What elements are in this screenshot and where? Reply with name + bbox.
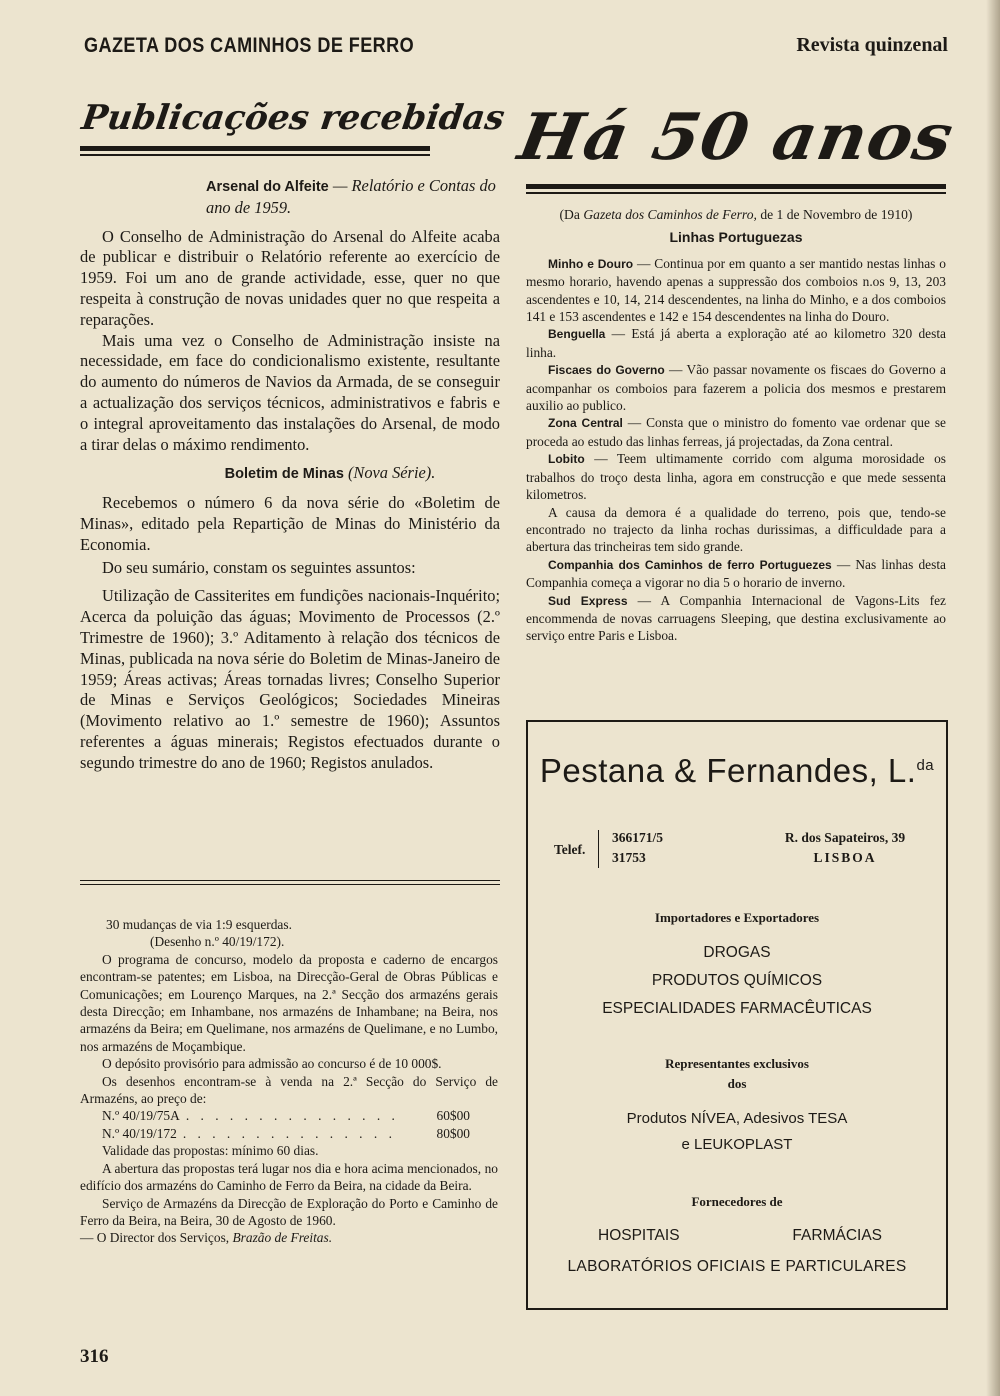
address-block (770, 830, 920, 866)
item1-title: Arsenal do Alfeite (206, 179, 329, 195)
item2-subtitle: (Nova Série). (347, 463, 436, 483)
ad-supply-heading: Fornecedores de (691, 1194, 783, 1209)
source-suffix: de 1 de Novembro de 1910) (760, 207, 913, 222)
tel-number: 31753 (612, 850, 646, 865)
company-name-text: Pestana & Fernandes, L. (539, 752, 917, 789)
notice-paragraph: Os desenhos encontram-se à venda na 2.ª Secção do Serviço de Armazéns, ao preço de: (80, 1073, 498, 1107)
tel-bracket (598, 830, 599, 868)
entry-text: — Nas linhas desta Companhia começa a vigorar no dia 5 o horario de inverno. (526, 556, 946, 591)
notice-signature (80, 1229, 498, 1246)
signature-prefix: — O Director dos Serviços, (80, 1230, 230, 1246)
entry-lead: Sud Express (548, 593, 628, 608)
entry-lead: Zona Central (548, 416, 623, 431)
tel-number: 366171/5 (612, 830, 664, 845)
news-entry (526, 361, 946, 414)
column-divider (80, 884, 500, 885)
source-publication: Gazeta dos Caminhos de Ferro, (583, 207, 757, 222)
entry-text: — Vão passar novamente os fiscaes do Governo a acompanhar os comboios para fazerem a policia dos mesmos e prestarem auxilio ao publico. (526, 362, 946, 414)
tel-label: Telef. (554, 842, 586, 857)
notice-paragraph: O programa de concurso, modelo da proposta e caderno de encargos encontram-se patentes; em Lisboa, na Direcção-Geral de Obras Públicas e Comunicações; em Lourenço Marques, na 2.ª Secção dos armazéns gerais desta Direcção; em Inhambane, nos armazéns de Inhambane; na Beira, nos armazéns da Beira; em Quelimane, nos armazéns de Quelimane, e no Lumbo, nos armazéns de Moçambique. (80, 951, 498, 1054)
entry-lead: Minho e Douro (548, 256, 634, 271)
entry-text: — Teem ultimamente corrido com alguma morosidade os trabalhos do troço desta linha, agora em construcção e que mede sessenta kilometros. (526, 451, 946, 503)
item1-paragraph: Mais uma vez o Conselho de Administração insiste na necessidade, em face do condicionalismo existente, resultante do aumento do números de Navios da Armada, de se conseguir a actualização dos serviços técnicos, administrativos e fabris e o integral aproveitamento das instalações do Arsenal, de modo a tirar delas o máximo rendimento. (80, 330, 500, 454)
price-value: 60$00 (436, 1108, 470, 1124)
news-entry (526, 592, 946, 645)
ad-goods: PRODUTOS QUÍMICOS (651, 972, 823, 989)
ad-supply-item: LABORATÓRIOS OFICIAIS E PARTICULARES (567, 1258, 907, 1275)
price-row (80, 1125, 470, 1142)
notice-paragraph: Serviço de Armazéns da Direcção de Exploração do Porto e Caminho de Ferro da Beira, na Beira, 30 de Agosto de 1960. (80, 1195, 498, 1228)
source-line (526, 206, 946, 223)
item1-paragraph: O Conselho de Administração do Arsenal do Alfeite acaba de publicar e distribuir o Relatório referente ao exercício de 1959. Foi um ano de grande actividade, esse, quer no que respeita à construção de novas unidades quer no que respeita a reparações. (80, 226, 500, 329)
page-number: 316 (80, 1346, 109, 1367)
item2-paragraph: Utilização de Cassiterites em fundições nacionais-Inquérito; Acerca da poluição das águas; Movimento de Processos (2.º Trimestre de 1960); 3.º Aditamento à relação dos técnicos de Minas, publicada na nova série do Boletim de Minas-Janeiro de 1959; Áreas activas; Áreas tornadas livres; Conselho Superior de Minas e Serviços Geológicos; Sociedades Mineiras (Movimento relativo ao 1.º semestre de 1960); Assuntos referentes a águas minerais; Registos efectuados durante o segundo trimestre do ano de 1960; Registos anulados. (80, 586, 500, 772)
entry-text: — Continua por em quanto a ser mantido nestas linhas o mesmo horario, havendo apenas a suppressão dos comboios n.os 9, 13, 203 ascendentes e 10, 14, 214 descendentes, na linha do Minho, e a dos comboios 141 e 153 ascendentes e 142 e 154 descendentes na linha do Douro. (526, 255, 946, 325)
price-label: N.º 40/19/172 (102, 1125, 177, 1141)
company-name (528, 752, 946, 790)
entry-lead: Lobito (548, 452, 585, 467)
news-entry (526, 255, 946, 326)
ad-supply-item: HOSPITAIS (598, 1227, 680, 1244)
entry-lead: Benguella (548, 327, 606, 342)
item2-heading (80, 463, 500, 485)
publications-section-title: Publicações recebidas (79, 98, 507, 138)
news-entry (526, 414, 946, 450)
page-edge-shadow (986, 0, 1000, 1396)
item2-paragraph: Recebemos o número 6 da nova série do «Boletim de Minas», editado pela Repartição de Minas do Ministério da Economia. (80, 493, 500, 554)
news-entry (526, 556, 946, 592)
source-prefix: (Da (559, 207, 580, 222)
news-entry (526, 450, 946, 503)
entry-lead: Fiscaes do Governo (548, 363, 665, 378)
ad-rep-line: e LEUKOPLAST (681, 1136, 793, 1153)
address-city: LISBOA (813, 850, 877, 865)
dot-leader: . . . . . . . . . . . . . . . (185, 1108, 399, 1124)
title-underline-thin (80, 154, 430, 156)
ad-rep-line: Produtos NÍVEA, Adesivos TESA (626, 1110, 848, 1127)
fifty-years-title: Há 50 anos (513, 100, 960, 175)
notice-line: 30 mudanças de via 1:9 esquerdas. (106, 917, 292, 932)
dot-leader: . . . . . . . . . . . . . . . (182, 1125, 396, 1141)
ad-rep-heading: Representantes exclusivos (665, 1056, 809, 1071)
entry-text: — A Companhia Internacional de Vagons-Lits fez encommenda de novas carruagens Sleeping, que destina exclusivamente ao serviço entre Paris e Lisboa. (526, 592, 946, 644)
address-street: R. dos Sapateiros, 39 (784, 830, 906, 845)
signature-name: Brazão de Freitas. (232, 1230, 333, 1246)
price-label: N.º 40/19/75A (102, 1108, 180, 1124)
item1-subtitle: — Relatório e Contas do ano de 1959. (206, 176, 496, 217)
column-divider (80, 880, 500, 881)
publications-body (80, 176, 500, 774)
subheading: Linhas Portuguezas (669, 229, 803, 246)
title-underline (80, 146, 430, 151)
journal-title: GAZETA DOS CAMINHOS DE FERRO (84, 34, 415, 57)
ad-goods: DROGAS (703, 944, 771, 961)
entry-text: — Consta que o ministro do fomento vae ordenar que se proceda ao estudo das linhas ferreas, já projectadas, da Zona central. (526, 415, 946, 449)
company-suffix: da (916, 757, 935, 774)
fifty-years-body (526, 206, 946, 645)
ad-supply-item: FARMÁCIAS (792, 1227, 882, 1244)
news-entry: A causa da demora é a qualidade do terreno, pois que, tendo-se encontrado no trajecto da linha rochas durissimas, a difficuldade para a abertura das trincheiras tem sido grande. (526, 504, 946, 555)
news-entry (526, 325, 946, 361)
title-underline-thin (526, 192, 946, 194)
entry-lead: Companhia dos Caminhos de ferro Portuguezes (548, 557, 832, 572)
title-underline (526, 184, 946, 189)
notice-paragraph: Validade das propostas: mínimo 60 dias. (102, 1143, 319, 1159)
notice-paragraph: A abertura das propostas terá lugar nos dia e hora acima mencionados, no edifício dos armazéns do Caminho de Ferro da Beira, na cidade da Beira. (80, 1160, 498, 1194)
item1-heading (80, 176, 500, 219)
notice-paragraph: O depósito provisório para admissão ao concurso é de 10 000$. (102, 1056, 442, 1072)
item2-title: Boletim de Minas (224, 466, 344, 483)
notice-line: (Desenho n.º 40/19/172). (150, 934, 285, 950)
item2-paragraph: Do seu sumário, constam os seguintes assuntos: (102, 557, 416, 577)
ad-goods: ESPECIALIDADES FARMACÊUTICAS (602, 1000, 872, 1017)
advertisement-box (526, 720, 948, 1310)
price-value: 80$00 (436, 1125, 470, 1141)
frequency-label: Revista quinzenal (796, 34, 948, 56)
tender-notice (80, 916, 498, 1247)
price-row (80, 1107, 470, 1124)
ad-rep-sub: dos (727, 1076, 747, 1091)
entry-text: — Está já aberta a exploração até ao kilometro 320 desta linha. (526, 326, 946, 360)
ad-role: Importadores e Exportadores (654, 910, 820, 925)
